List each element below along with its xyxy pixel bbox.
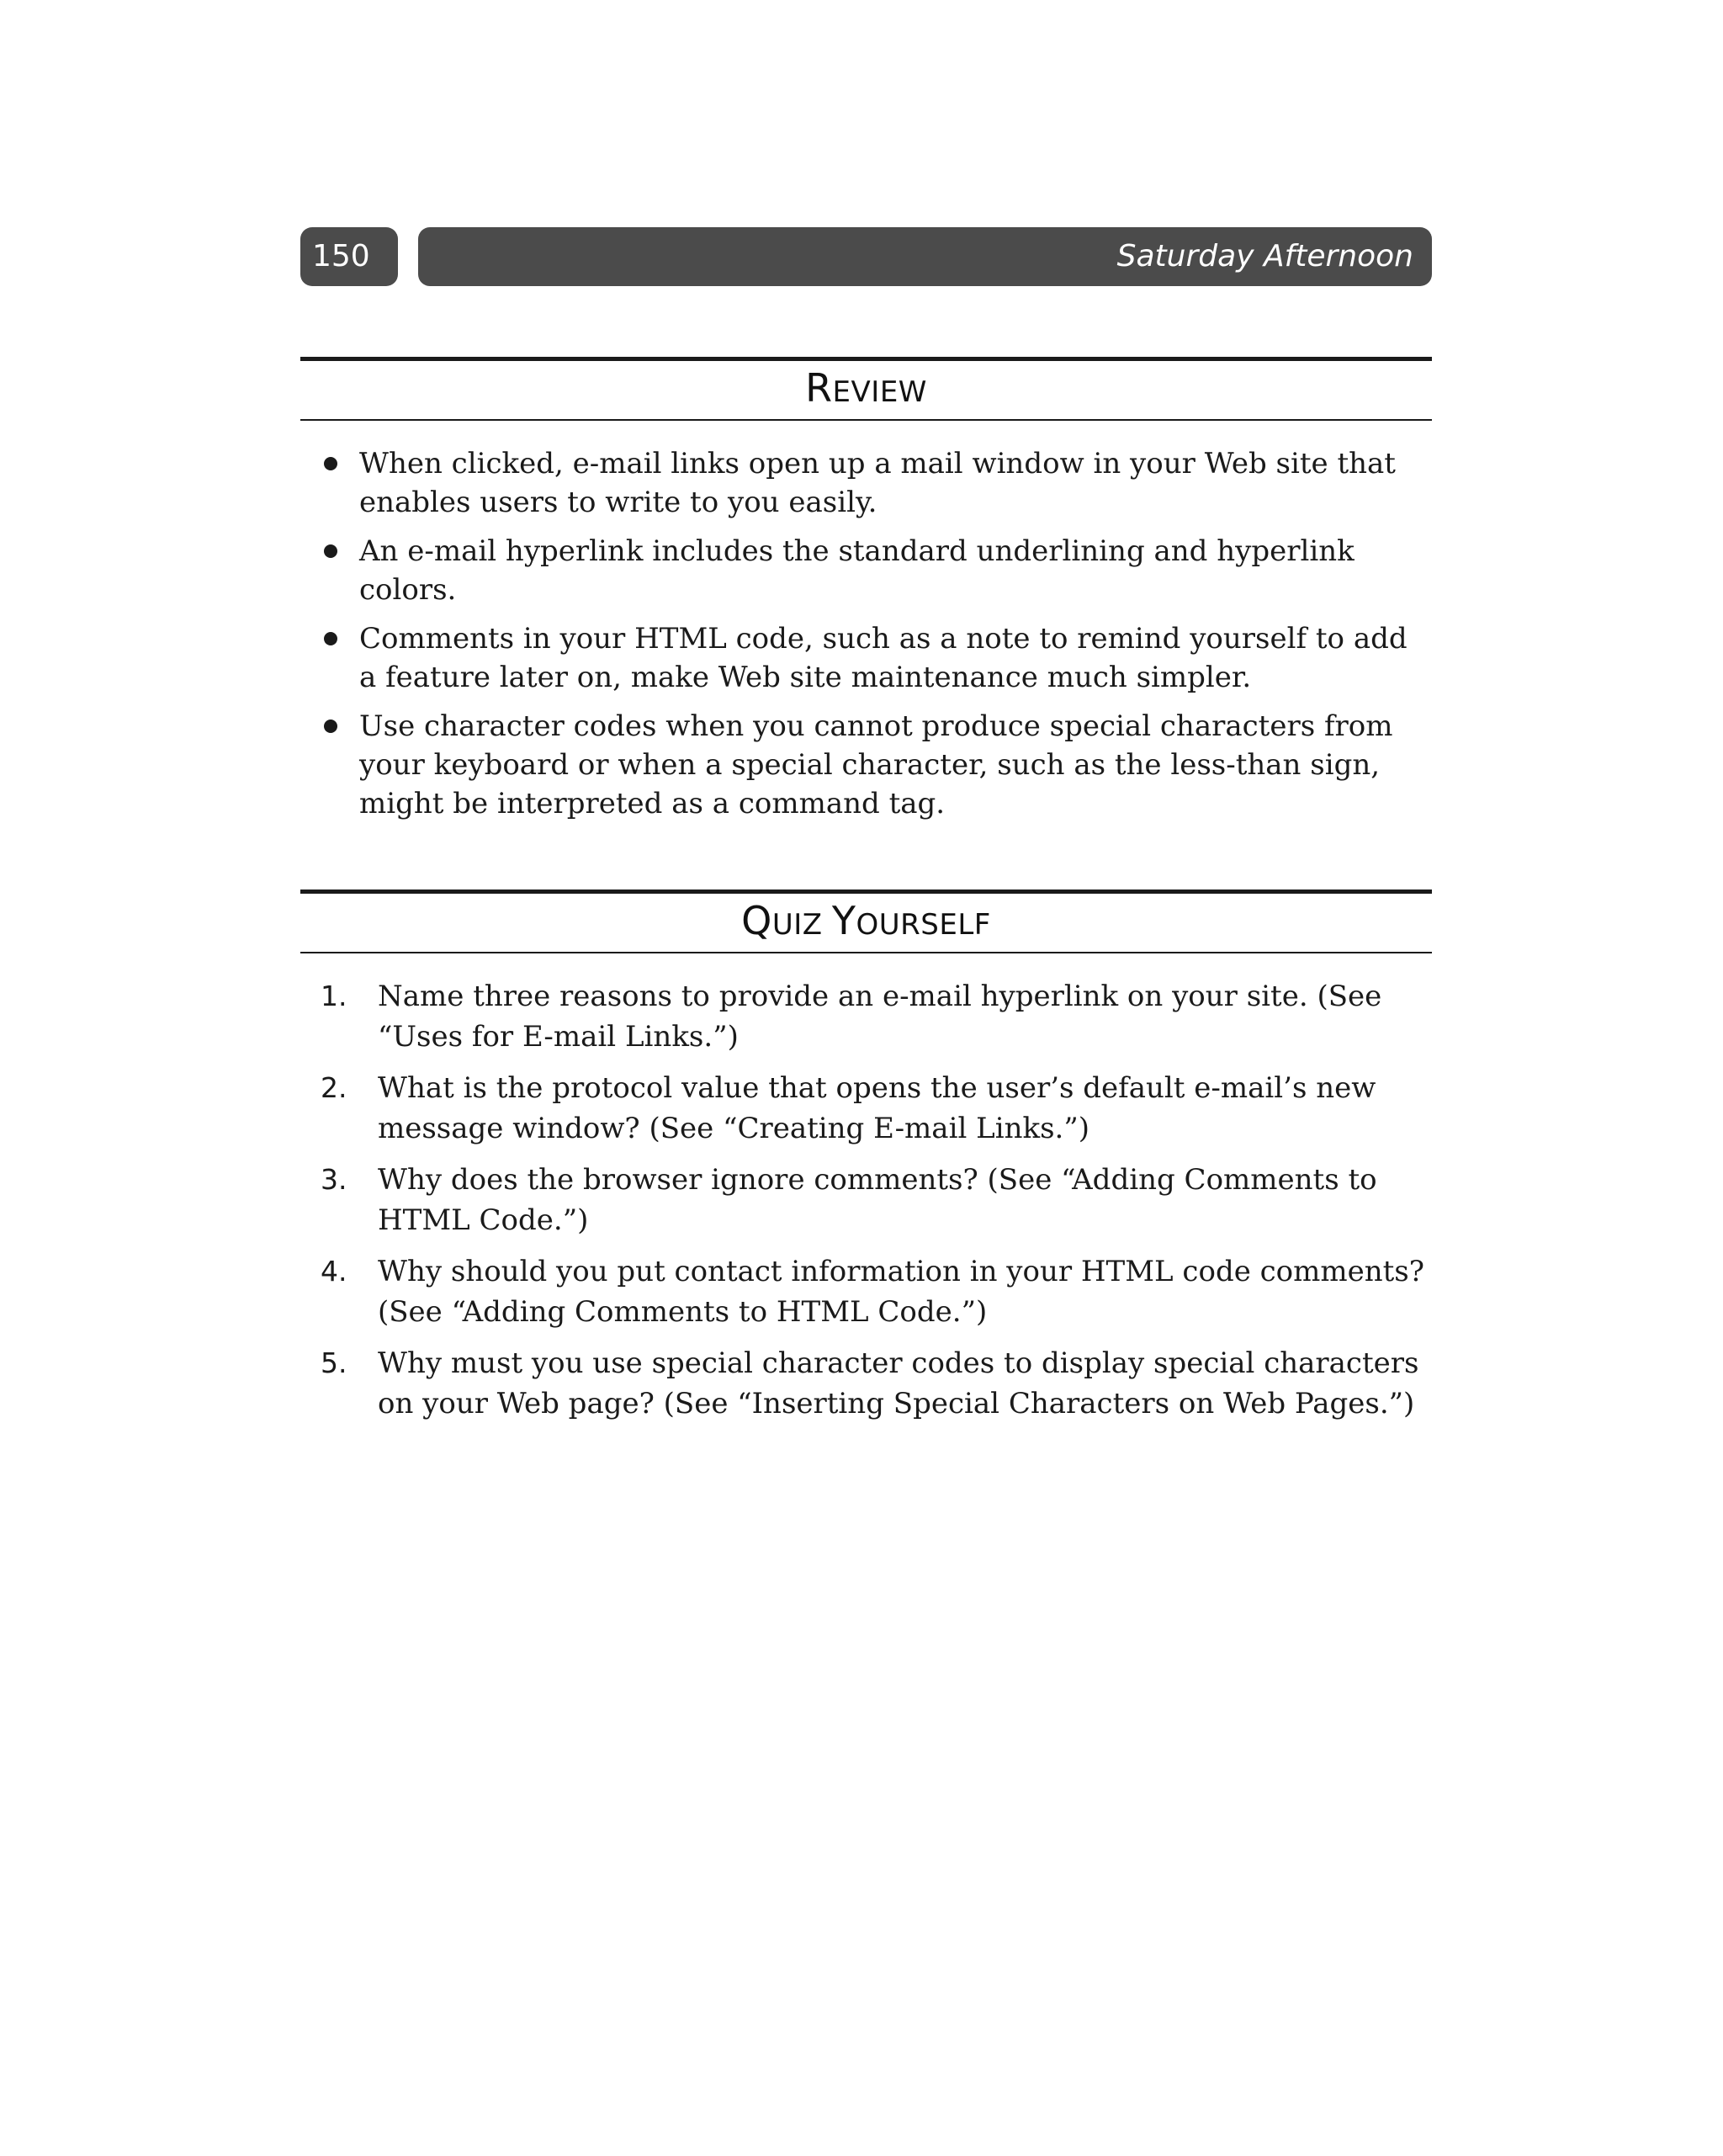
review-item-text: Comments in your HTML code, such as a note to remind yourself to add a feature later on, make Web site maintenance much simpler. <box>359 622 1408 694</box>
quiz-heading-rest-2: OURSELF <box>856 908 991 942</box>
quiz-item-number: 2. <box>321 1071 347 1104</box>
quiz-item-number: 3. <box>321 1163 347 1196</box>
bullet-icon <box>324 544 337 558</box>
quiz-item <box>300 1068 1432 1149</box>
quiz-item-number: 1. <box>321 980 347 1012</box>
review-item <box>300 532 1432 609</box>
review-list <box>300 444 1432 833</box>
quiz-item-number: 4. <box>321 1255 347 1288</box>
page-number: 150 <box>300 227 398 286</box>
quiz-item <box>300 1251 1432 1332</box>
bullet-icon <box>324 632 337 645</box>
quiz-item-number: 5. <box>321 1346 347 1379</box>
quiz-list <box>300 976 1432 1435</box>
bullet-icon <box>324 457 337 470</box>
review-heading-rest: EVIEW <box>832 375 927 409</box>
review-item <box>300 707 1432 823</box>
quiz-item <box>300 1160 1432 1240</box>
quiz-heading-initial-2: Y <box>831 898 856 943</box>
review-item-text: Use character codes when you cannot produce special characters from your keyboard or when a special character, such as the less-than sign, might be interpreted as a command tag. <box>359 709 1393 820</box>
quiz-item <box>300 1343 1432 1424</box>
quiz-item-text: Why must you use special character codes to display special characters on your Web page? (See “Inserting Special Characters on Web Pages.”) <box>378 1346 1419 1421</box>
quiz-heading-rest-1: UIZ <box>771 908 823 942</box>
running-title: Saturday Afternoon <box>418 227 1432 286</box>
quiz-item-text: Why does the browser ignore comments? (See “Adding Comments to HTML Code.”) <box>378 1163 1377 1237</box>
bullet-icon <box>324 720 337 733</box>
review-item-text: When clicked, e-mail links open up a mail window in your Web site that enables users to write to you easily. <box>359 447 1396 519</box>
review-heading-initial: R <box>805 365 833 411</box>
quiz-heading <box>300 889 1432 953</box>
review-item-text: An e-mail hyperlink includes the standard underlining and hyperlink colors. <box>359 534 1355 607</box>
quiz-item-text: Why should you put contact information in your HTML code comments? (See “Adding Comments to HTML Code.”) <box>378 1255 1424 1329</box>
quiz-heading-initial-1: Q <box>741 898 772 943</box>
quiz-item <box>300 976 1432 1057</box>
review-item <box>300 444 1432 522</box>
review-heading <box>300 357 1432 421</box>
quiz-item-text: What is the protocol value that opens the user’s default e-mail’s new message window? (See “Creating E-mail Links.”) <box>378 1071 1376 1145</box>
quiz-item-text: Name three reasons to provide an e-mail hyperlink on your site. (See “Uses for E-mail Links.”) <box>378 980 1382 1054</box>
review-item <box>300 619 1432 697</box>
